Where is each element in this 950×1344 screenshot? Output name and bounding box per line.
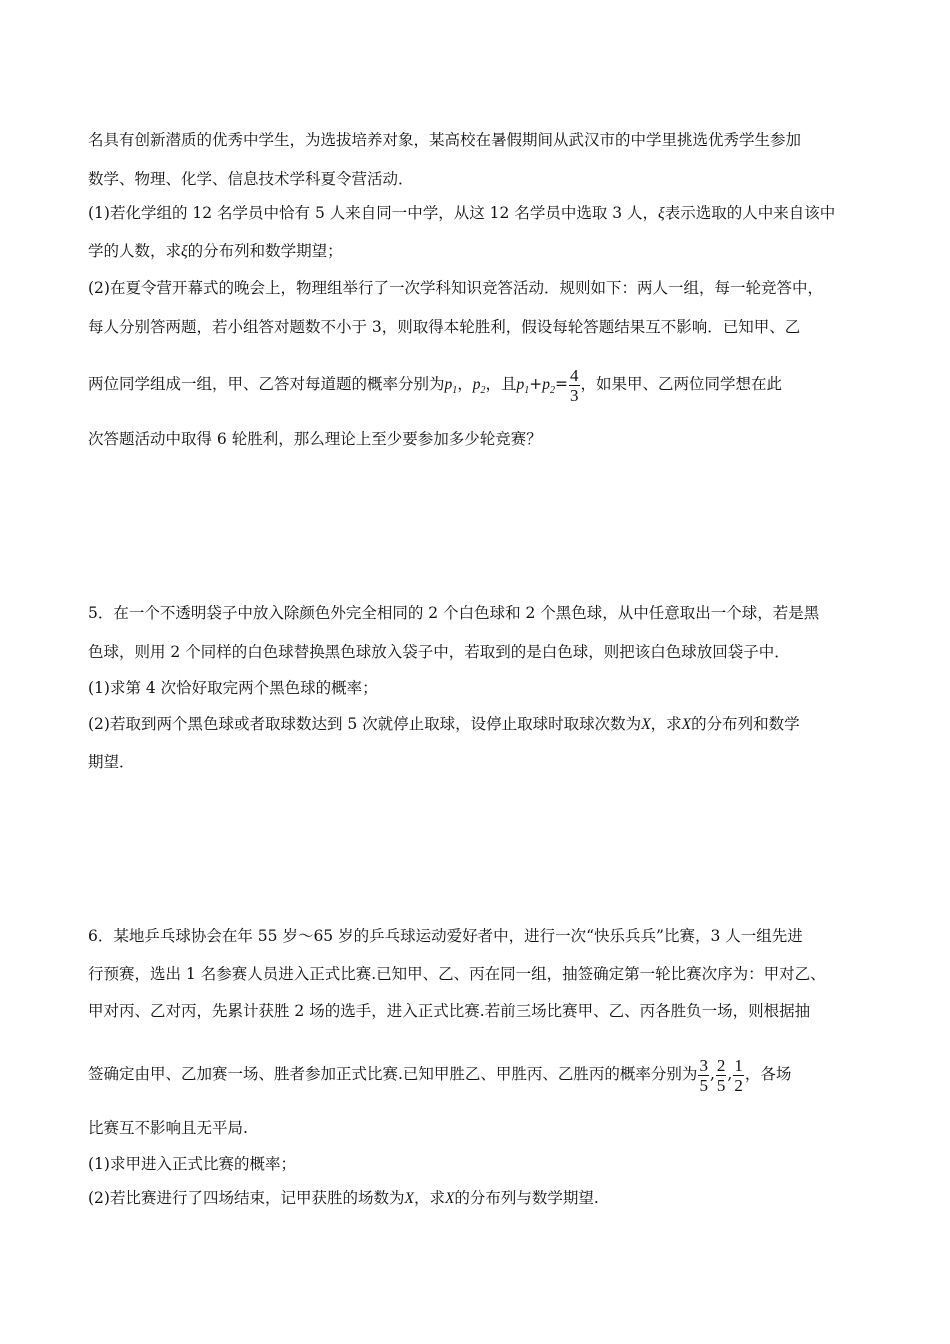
plus-sign: + [529, 375, 543, 393]
q4-part2-text-c: 两位同学组成一组，甲、乙答对每道题的概率分别为 [88, 375, 445, 393]
q4-part2-line-3 [88, 362, 782, 413]
q5-line-4 [88, 713, 800, 736]
q5-text-c: 的分布列和数学 [691, 715, 800, 733]
comma: ， [457, 375, 473, 393]
fraction-two-fifths: $\frac{2}{5}$ [716, 1055, 726, 1095]
q4-part2-line-2: 每人分别答两题，若小组答对题数不小于 3，则取得本轮胜利，假设每轮答题结果互不影响．已知甲、乙 [88, 318, 801, 336]
q5-line-3: (1)求第 4 次恰好取完两个黑色球的概率； [88, 679, 378, 697]
p1-symbol-b: $p_1$ [516, 376, 530, 397]
q4-part1-text-b: 表示选取的人中来自该中 [664, 204, 836, 222]
q5-line-5: 期望． [88, 753, 135, 771]
x-symbol: X [641, 716, 651, 733]
xi-symbol: ξ [658, 205, 665, 222]
q4-part1-text-d: 的分布列和数学期望； [187, 242, 343, 260]
xi-symbol: ξ [181, 243, 188, 260]
q6-text-b: ，各场 [744, 1065, 792, 1083]
x-symbol: X [444, 1190, 455, 1207]
x-symbol: X [681, 716, 692, 733]
p2-symbol-b: $p_2$ [542, 376, 556, 397]
separator: , [709, 1065, 715, 1083]
intro-line-2: 数学、物理、化学、信息技术学科夏令营活动． [88, 170, 414, 188]
separator: , [727, 1065, 733, 1083]
q6-text-a: 签确定由甲、乙加赛一场、胜者参加正式比赛.已知甲胜乙、甲胜丙、乙胜丙的概率分别为 [88, 1065, 698, 1083]
q6-text-7c: 的分布列与数学期望. [454, 1189, 599, 1207]
fraction-one-half: $\frac{1}{2}$ [734, 1055, 743, 1095]
q4-part1-line-2 [88, 240, 343, 263]
q5-line-1: 5．在一个不透明袋子中放入除颜色外完全相同的 2 个白色球和 2 个黑色球，从中任意取出一个球，若是黑 [88, 604, 820, 622]
q6-line-7 [88, 1187, 599, 1210]
q4-part2-text-d: ，如果甲、乙两位同学想在此 [580, 375, 783, 393]
q4-part2-line-1: (2)在夏令营开幕式的晚会上，物理组举行了一次学科知识竞答活动．规则如下：两人一组，每一轮竞答中， [88, 279, 823, 297]
q4-part1-text-a: (1)若化学组的 12 名学员中恰有 5 人来自同一中学，从这 12 名学员中选取 3 人， [88, 204, 659, 222]
q4-part1-text-c: 学的人数，求 [88, 242, 182, 260]
fraction-four-thirds: $\frac{4}{3}$ [570, 365, 579, 405]
intro-line-1: 名具有创新潜质的优秀中学生，为选拔培养对象，某高校在暑假期间从武汉市的中学里挑选优秀学生参加 [88, 131, 802, 149]
q4-part2-line-4: 次答题活动中取得 6 轮胜利，那么理论上至少要参加多少轮竞赛？ [88, 430, 542, 448]
q6-text-7b: ，求 [413, 1189, 445, 1207]
p1-symbol: $p_1$ [444, 376, 458, 397]
q6-text-7a: (2)若比赛进行了四场结束，记甲获胜的场数为 [88, 1189, 405, 1207]
q6-line-1: 6．某地乒乓球协会在年 55 岁～65 岁的乒乓球运动爱好者中，进行一次“快乐兵兵”比赛，3 人一组先进 [88, 927, 803, 945]
q6-line-4 [88, 1052, 791, 1096]
q5-text-b: ，求 [650, 715, 682, 733]
q5-text-a: (2)若取到两个黑色球或者取球数达到 5 次就停止取球，设停止取球时取球次数为 [88, 715, 642, 733]
q6-line-5: 比赛互不影响且无平局. [88, 1119, 248, 1137]
q5-line-2: 色球，则用 2 个同样的白色球替换黑色球放入袋子中，若取到的是白色球，则把该白色球放回袋子中． [88, 643, 790, 661]
equals-sign: = [555, 375, 569, 393]
fraction-three-fifths: $\frac{3}{5}$ [699, 1055, 708, 1095]
p2-symbol: $p_2$ [472, 376, 486, 397]
and-text: ，且 [485, 375, 517, 393]
q6-line-2: 行预赛，选出 1 名参赛人员进入正式比赛.已知甲、乙、丙在同一组，抽签确定第一轮比赛次序为：甲对乙、 [88, 965, 826, 983]
q6-line-3: 甲对丙、乙对丙，先累计获胜 2 场的选手，进入正式比赛.若前三场比赛甲、乙、丙各胜负一场，则根据抽 [88, 1002, 811, 1020]
x-symbol: X [404, 1190, 414, 1207]
q6-line-6: (1)求甲进入正式比赛的概率； [88, 1155, 296, 1173]
q4-part1-line-1 [88, 202, 835, 225]
